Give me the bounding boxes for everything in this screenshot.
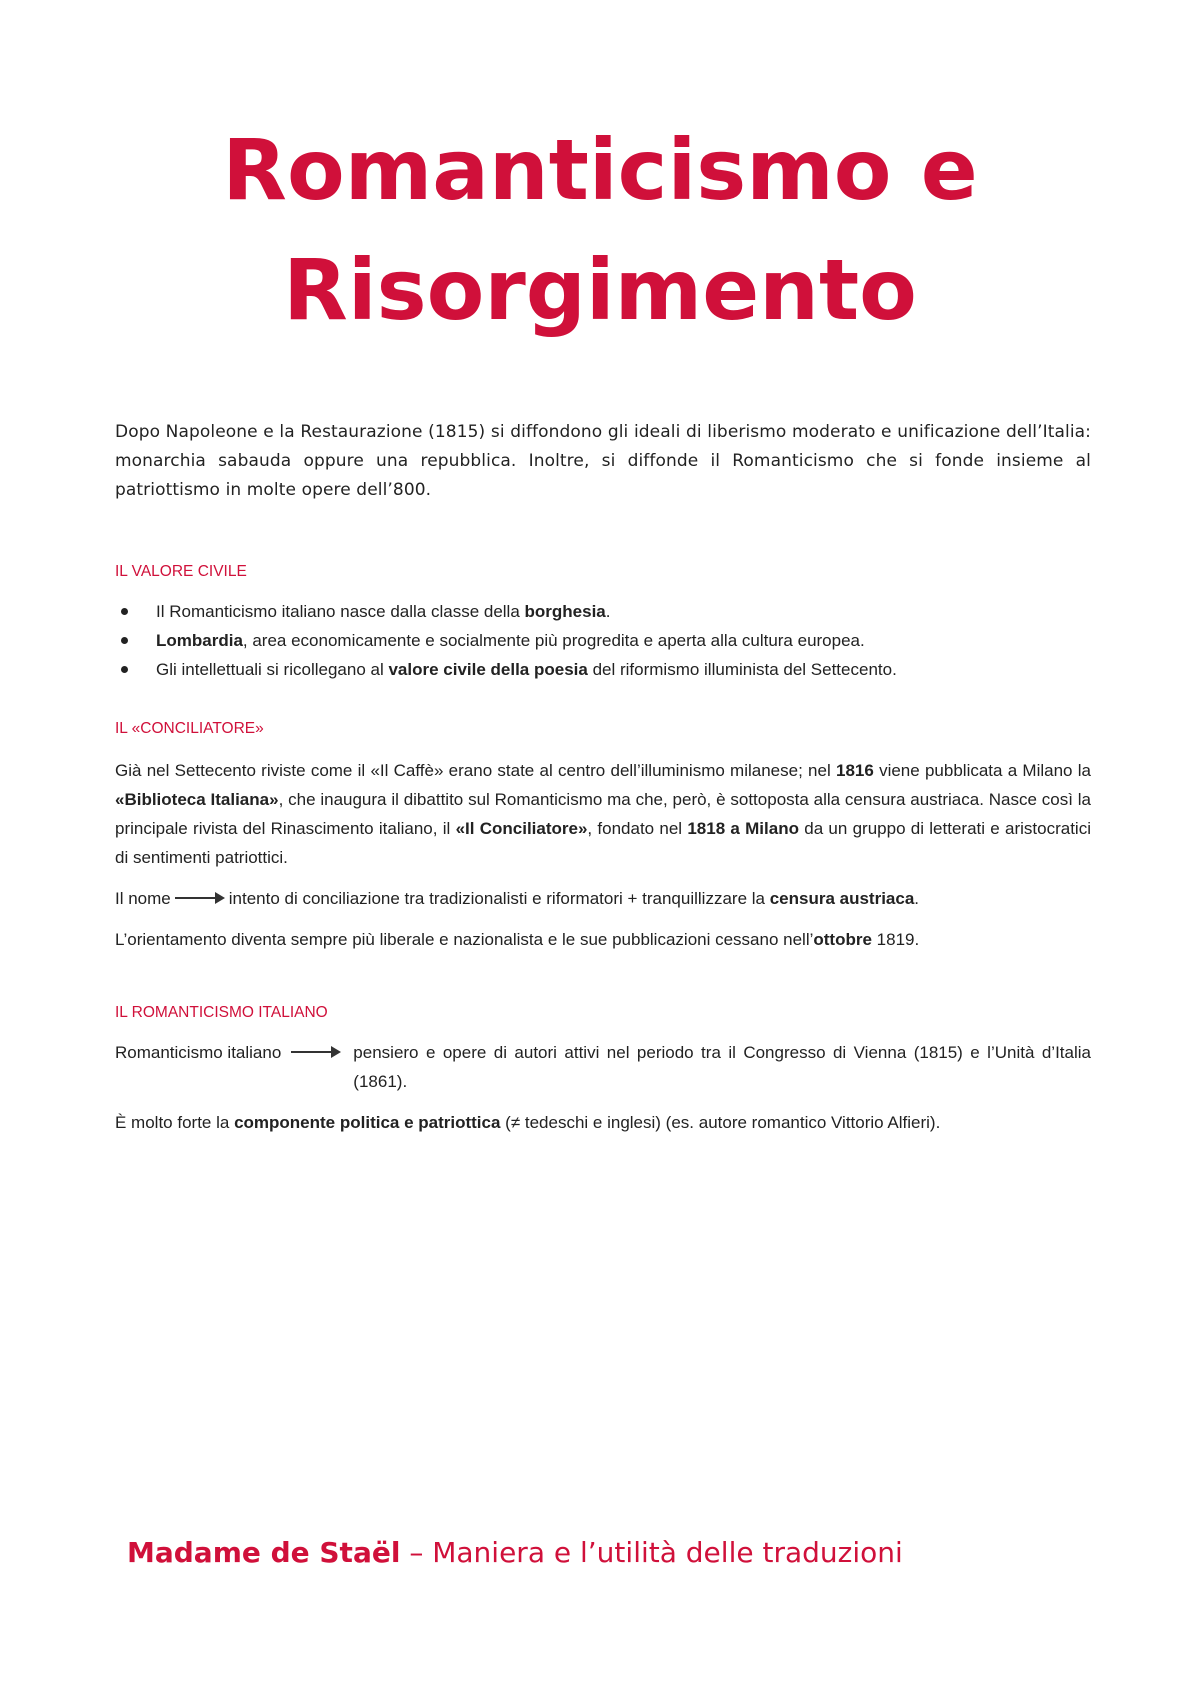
text-run: da un gruppo di letterati e aristocratici di sentimenti patriottici. — [115, 819, 1091, 867]
text-run: intento di conciliazione tra tradizionalisti e riformatori + tranquillizzare la — [228, 889, 770, 908]
text-bold: 1818 a Milano — [687, 819, 799, 838]
romanticismo-definition — [115, 1038, 1091, 1096]
title-line-1: Romanticismo e — [222, 121, 978, 219]
definition-text: pensiero e opere di autori attivi nel periodo tra il Congresso di Vienna (1815) e l’Unità d’Italia (1861). — [353, 1043, 1091, 1091]
text-bold: componente politica e patriottica — [234, 1113, 501, 1132]
list-item-text: Gli intellettuali si ricollegano al — [156, 660, 389, 679]
list-item — [115, 597, 1091, 626]
text-run: Già nel Settecento riviste come il «Il Caffè» erano state al centro dell’illuminismo milanese; nel — [115, 761, 836, 780]
list-item-text: Il Romanticismo italiano nasce dalla classe della — [156, 602, 525, 621]
title-line-2: Risorgimento — [283, 241, 917, 339]
list-item-bold: valore civile della poesia — [388, 660, 588, 679]
bottom-section-heading — [127, 1536, 903, 1569]
section-heading-valore-civile: IL VALORE CIVILE — [115, 563, 247, 580]
nome-paragraph — [115, 884, 1091, 913]
bullet-icon — [121, 666, 128, 673]
list-item — [115, 655, 1091, 684]
text-bold: «Biblioteca Italiana» — [115, 790, 279, 809]
right-arrow-icon — [175, 884, 225, 913]
heading-bold: Madame de Staël — [127, 1536, 401, 1569]
text-run: (≠ tedeschi e inglesi) (es. autore romantico Vittorio Alfieri). — [500, 1113, 941, 1132]
list-item-text: del riformismo illuminista del Settecento. — [587, 660, 897, 679]
text-run: 1819. — [871, 930, 920, 949]
text-run: È molto forte la — [115, 1113, 235, 1132]
text-bold: ottobre — [813, 930, 872, 949]
list-item-bold: borghesia — [524, 602, 606, 621]
text-bold: censura austriaca — [769, 889, 915, 908]
list-item-text: . — [605, 602, 611, 621]
componente-paragraph — [115, 1108, 1091, 1137]
bullet-icon — [121, 608, 128, 615]
text-run: L’orientamento diventa sempre più liberale e nazionalista e le sue pubblicazioni cessano nell’ — [115, 930, 814, 949]
list-item-text: , area economicamente e socialmente più progredita e aperta alla cultura europea. — [242, 631, 865, 650]
text-run: viene pubblicata a Milano la — [873, 761, 1091, 780]
orientamento-paragraph — [115, 925, 1091, 954]
document-body — [115, 418, 1091, 1137]
intro-paragraph: Dopo Napoleone e la Restaurazione (1815) si diffondono gli ideali di liberismo moderato e unificazione dell’Italia: monarchia sabauda oppure una repubblica. Inoltre, si diffonde il Romanticismo che si fonde insieme al patriottismo in molte opere dell’800. — [115, 422, 1091, 500]
list-item — [115, 626, 1091, 655]
valore-civile-list — [115, 597, 1091, 684]
text-run: , fondato nel — [587, 819, 688, 838]
text-run: , che inaugura il dibattito sul Romanticismo ma che, però, è sottoposta alla censura austriaca. Nasce così la principale rivista del Rinascimento italiano, il — [115, 790, 1092, 838]
definition-term: Romanticismo italiano — [115, 1043, 282, 1062]
document-title — [0, 110, 1200, 350]
bullet-icon — [121, 637, 128, 644]
text-run: Il nome — [115, 889, 171, 908]
right-arrow-icon — [291, 1038, 341, 1067]
list-item-bold: Lombardia — [156, 631, 243, 650]
section-heading-romanticismo-italiano: IL ROMANTICISMO ITALIANO — [115, 1004, 328, 1021]
conciliatore-paragraph — [115, 756, 1091, 872]
text-bold: «Il Conciliatore» — [455, 819, 588, 838]
heading-rest: – Maniera e l’utilità delle traduzioni — [400, 1536, 903, 1569]
text-bold: 1816 — [836, 761, 874, 780]
section-heading-conciliatore: IL «CONCILIATORE» — [115, 720, 264, 737]
text-run: . — [914, 889, 920, 908]
